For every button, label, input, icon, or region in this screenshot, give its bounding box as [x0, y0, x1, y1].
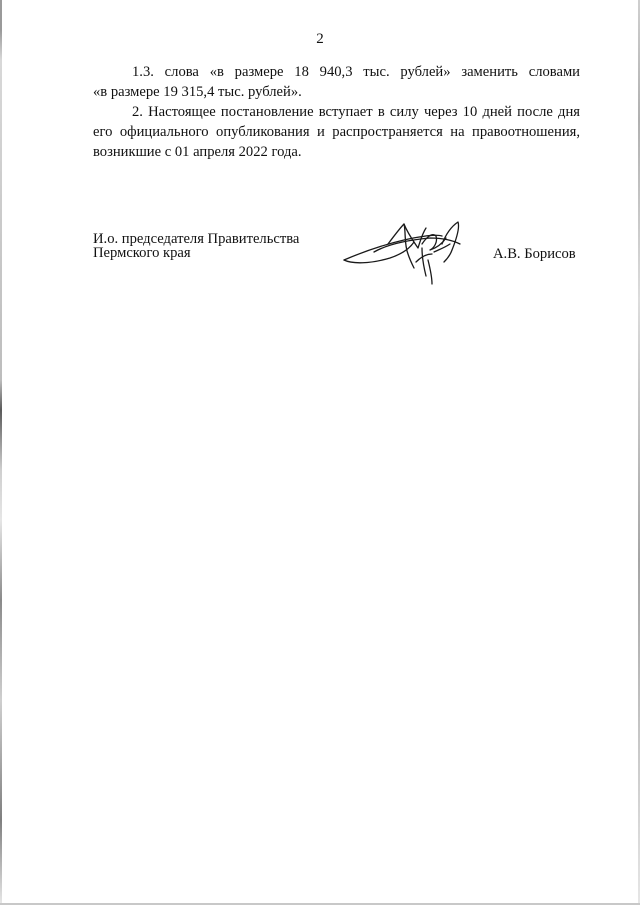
paragraph-line: «в размере 19 315,4 тыс. рублей».	[93, 84, 302, 100]
scan-edge-left	[0, 0, 2, 905]
paragraph-line: 2. Настоящее постановление вступает в силу через 10 дней после дня	[132, 104, 580, 120]
signer-title	[93, 232, 299, 260]
handwritten-signature	[338, 214, 470, 290]
paragraph-amendment	[93, 62, 580, 102]
signer-title-line: Пермского края	[93, 245, 191, 261]
paragraph-effective-date	[93, 102, 580, 162]
page-number: 2	[316, 31, 324, 47]
signer-title-line: И.о. председателя Правительства	[93, 231, 300, 247]
paragraph-line: его официального опубликования и распространяется на правоотношения,	[93, 124, 580, 140]
paragraph-line: возникшие с 01 апреля 2022 года.	[93, 144, 302, 160]
paragraph-line: 1.3. слова «в размере 18 940,3 тыс. рублей» заменить словами	[132, 64, 580, 80]
signer-name: А.В. Борисов	[493, 246, 576, 262]
